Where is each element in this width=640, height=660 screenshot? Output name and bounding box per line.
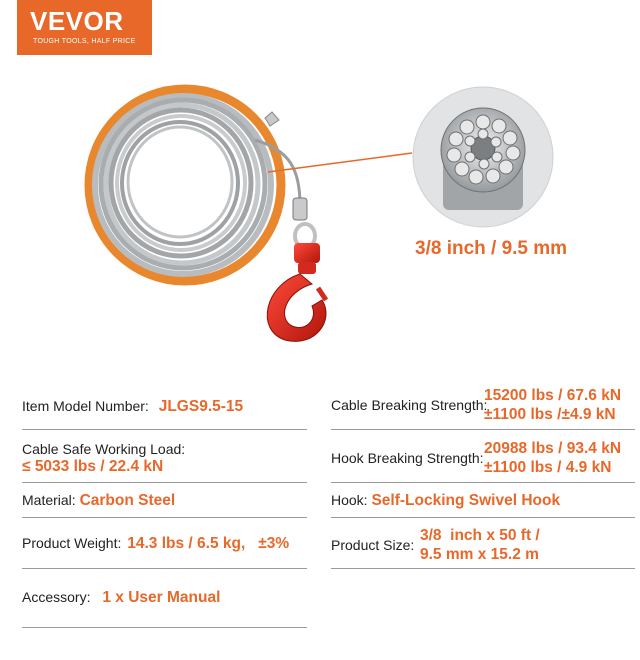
brand-name: VEVOR xyxy=(30,6,124,36)
spec-cable-breaking-strength-value-1: 15200 lbs / 67.6 kN xyxy=(484,387,622,404)
spec-label: Accessory: xyxy=(22,589,91,605)
product-illustration xyxy=(0,60,640,360)
spec-product-size-label: Product Size: xyxy=(331,537,415,553)
spec-hook-breaking-strength-value-1: 20988 lbs / 93.4 kN xyxy=(484,440,622,457)
cable-coil xyxy=(89,89,281,281)
spec-accessory xyxy=(22,589,220,607)
brand-tagline: TOUGH TOOLS, HALF PRICE xyxy=(33,38,136,45)
divider xyxy=(331,482,635,483)
spec-safe-working-load-value: ≤ 5033 lbs / 22.4 kN xyxy=(22,458,164,475)
spec-label: Product Weight: xyxy=(22,535,122,551)
divider xyxy=(22,482,307,483)
spec-product-size-value-1: 3/8 inch x 50 ft / xyxy=(420,527,540,544)
divider xyxy=(22,517,307,518)
spec-cable-breaking-strength-label: Cable Breaking Strength: xyxy=(331,397,488,413)
spec-safe-working-load-label: Cable Safe Working Load: xyxy=(22,441,186,457)
spec-value: JLGS9.5-15 xyxy=(158,398,244,415)
spec-product-size-value-2: 9.5 mm x 15.2 m xyxy=(420,546,539,563)
spec-item-model xyxy=(22,398,243,416)
spec-product-weight xyxy=(22,535,289,553)
spec-cable-breaking-strength-value-2: ±1100 lbs /±4.9 kN xyxy=(484,406,616,423)
divider xyxy=(331,517,635,518)
divider xyxy=(331,429,635,430)
spec-label: Material: xyxy=(22,492,76,508)
cable-cross-section xyxy=(413,87,553,227)
cable-size-label: 3/8 inch / 9.5 mm xyxy=(415,238,568,259)
spec-material xyxy=(22,492,175,510)
divider xyxy=(331,568,635,569)
vevor-logo xyxy=(17,0,152,55)
spec-value: 1 x User Manual xyxy=(102,589,221,606)
divider xyxy=(22,429,307,430)
spec-label: Item Model Number: xyxy=(22,398,149,414)
spec-hook-breaking-strength-label: Hook Breaking Strength: xyxy=(331,450,484,466)
divider xyxy=(22,627,307,628)
spec-value: Carbon Steel xyxy=(79,492,176,509)
spec-hook-breaking-strength-value-2: ±1100 lbs / 4.9 kN xyxy=(484,459,612,476)
divider xyxy=(22,568,307,569)
swivel-hook xyxy=(267,224,326,341)
spec-hook xyxy=(331,492,560,510)
spec-value: Self-Locking Swivel Hook xyxy=(371,492,561,509)
spec-value: 14.3 lbs / 6.5 kg, ±3% xyxy=(127,535,290,552)
spec-label: Hook: xyxy=(331,492,368,508)
